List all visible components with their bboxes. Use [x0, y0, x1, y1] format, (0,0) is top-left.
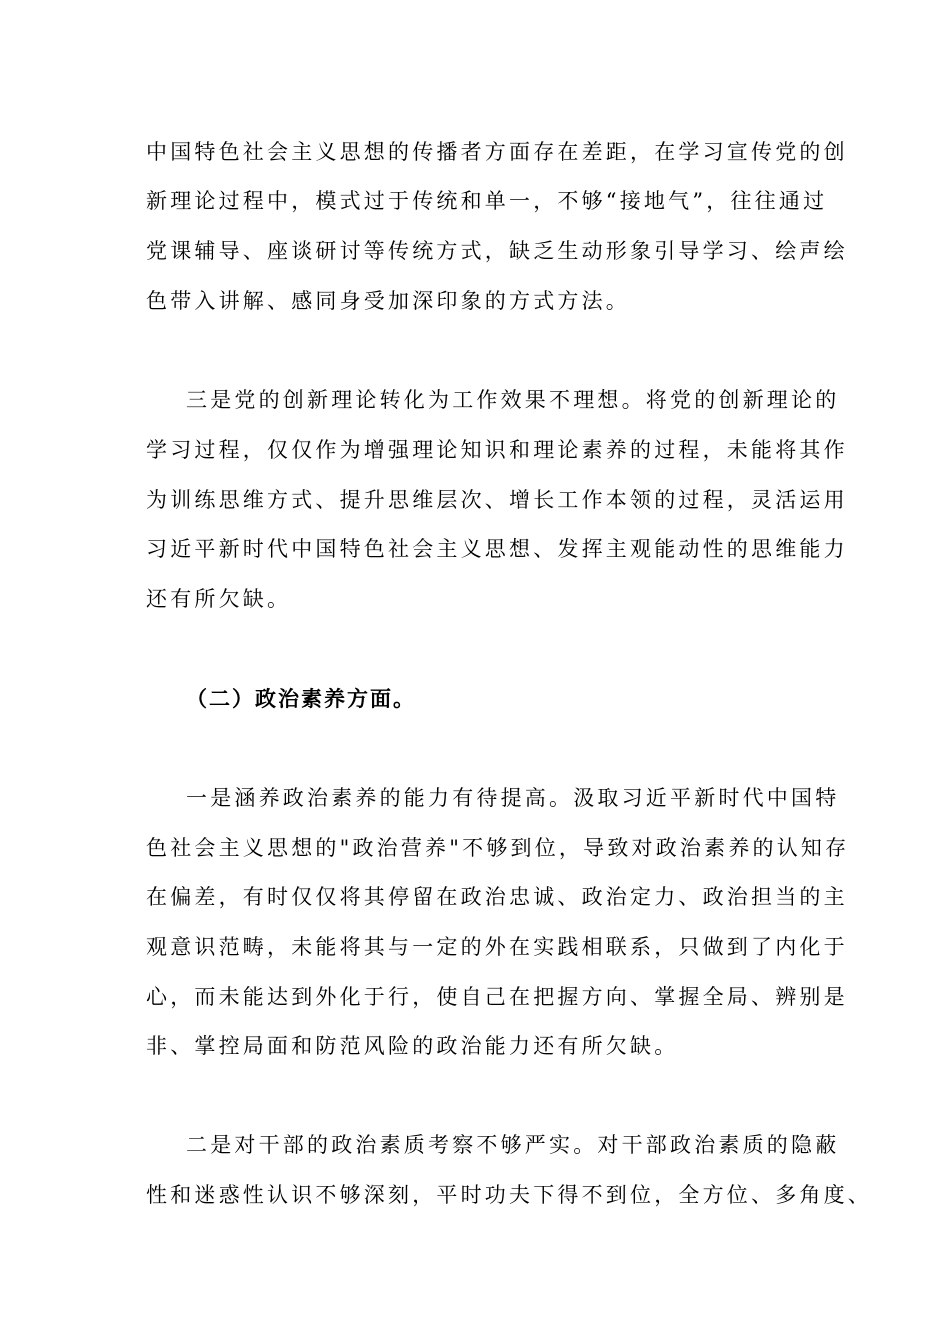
- text-line: 学习过程，仅仅作为增强理论知识和理论素养的过程，未能将其作: [146, 438, 848, 462]
- text-line: 心，而未能达到外化于行，使自己在把握方向、掌握全局、辨别是: [146, 985, 848, 1009]
- text-line: 中国特色社会主义思想的传播者方面存在差距，在学习宣传党的创: [146, 140, 848, 164]
- text-line: 党课辅导、座谈研讨等传统方式，缺乏生动形象引导学习、绘声绘: [146, 239, 848, 263]
- text-line: 为训练思维方式、提升思维层次、增长工作本领的过程，灵活运用: [146, 488, 848, 512]
- text-line: 还有所欠缺。: [146, 587, 292, 611]
- text-line: 观意识范畴，未能将其与一定的外在实践相联系，只做到了内化于: [146, 935, 848, 959]
- section-heading: （二）政治素养方面。: [186, 686, 416, 711]
- text-line: 新理论过程中，模式过于传统和单一，不够“接地气”，往往通过: [146, 189, 828, 213]
- text-line: 在偏差，有时仅仅将其停留在政治忠诚、政治定力、政治担当的主: [146, 885, 848, 909]
- text-line: 色带入讲解、感同身受加深印象的方式方法。: [146, 289, 630, 313]
- text-line: 二是对干部的政治素质考察不够严实。对干部政治素质的隐蔽: [186, 1133, 840, 1157]
- text-line: 色社会主义思想的"政治营养"不够到位，导致对政治素养的认知存: [146, 836, 850, 860]
- text-line: 三是党的创新理论转化为工作效果不理想。将党的创新理论的: [186, 388, 840, 412]
- text-line: 性和迷惑性认识不够深刻，平时功夫下得不到位，全方位、多角度、: [146, 1183, 872, 1207]
- text-line: 非、掌控局面和防范风险的政治能力还有所欠缺。: [146, 1034, 679, 1058]
- text-line: 习近平新时代中国特色社会主义思想、发挥主观能动性的思维能力: [146, 537, 848, 561]
- text-line: 一是涵养政治素养的能力有待提高。汲取习近平新时代中国特: [186, 786, 840, 810]
